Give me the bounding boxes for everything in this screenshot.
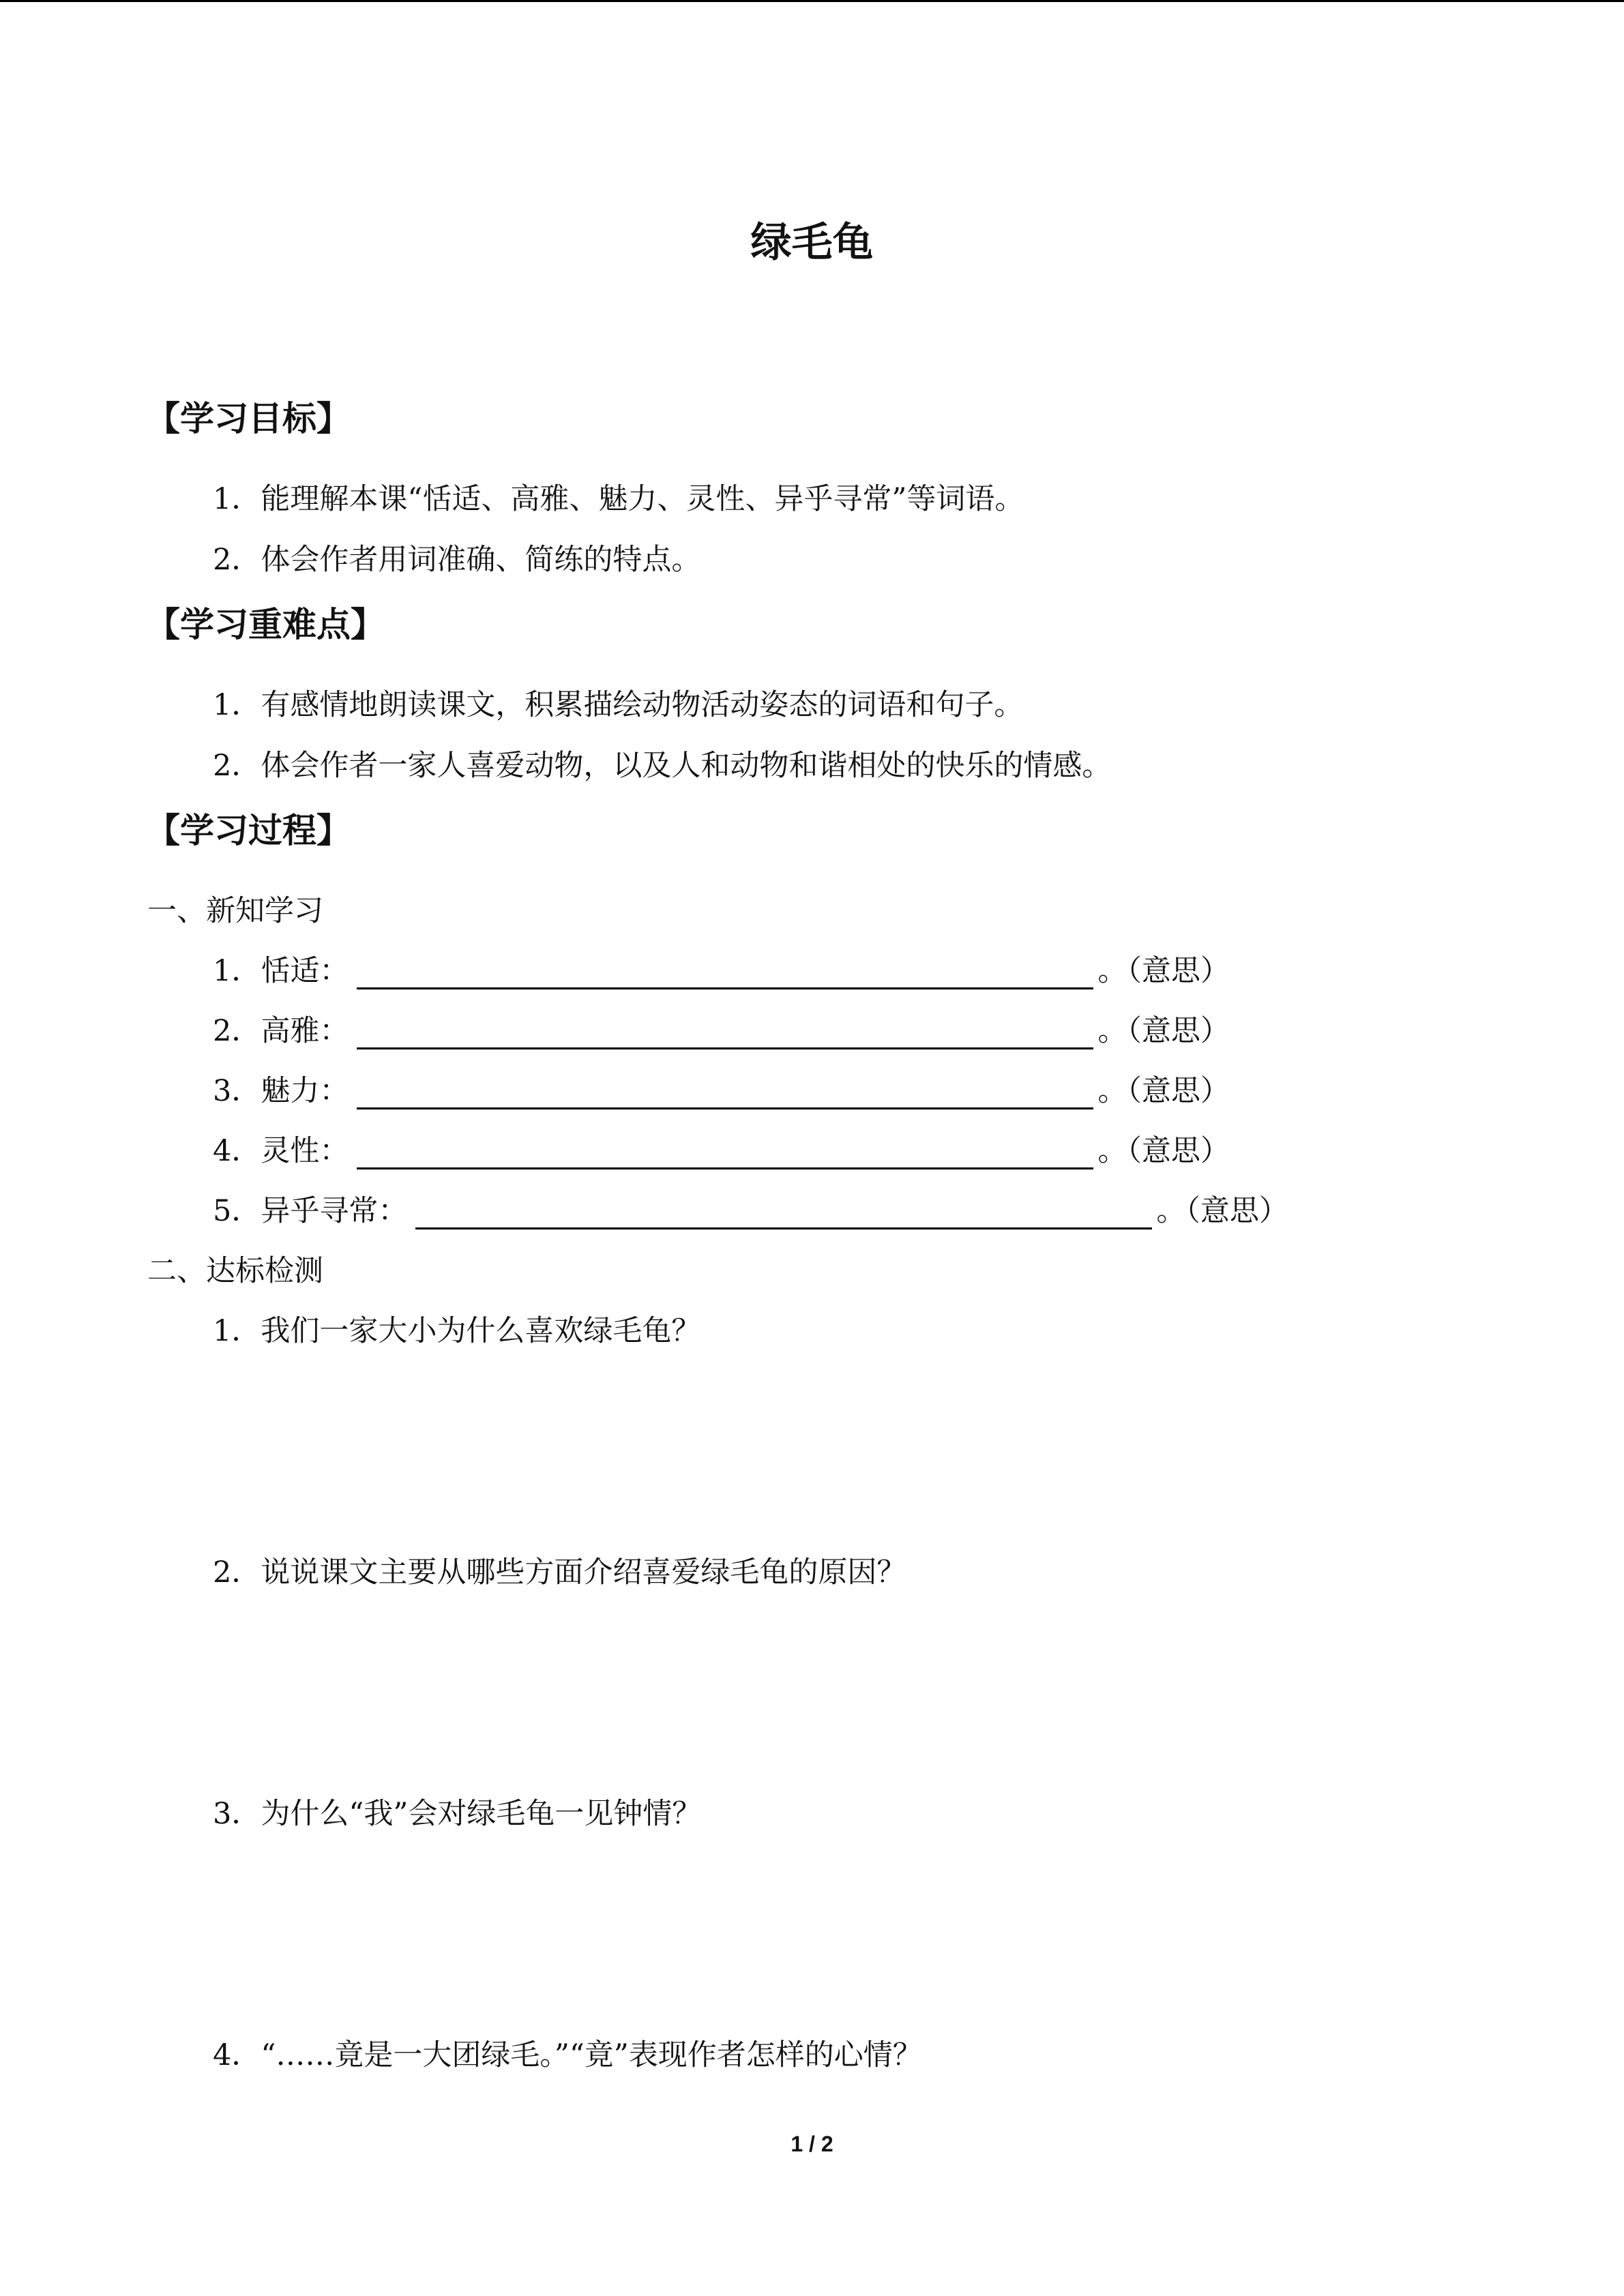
vocab-suffix: 。（意思） [1097, 954, 1230, 988]
process-heading: 【学习过程】 [146, 811, 351, 850]
answer-blank[interactable] [415, 1200, 1152, 1229]
question-item: 3．为什么“我”会对绿毛龟一见钟情？ [213, 1797, 702, 1831]
vocab-suffix: 。（意思） [1097, 1074, 1230, 1108]
vocab-term: 4．灵性： [213, 1134, 349, 1168]
section-assessment: 二、达标检测 [147, 1254, 323, 1288]
objectives-heading: 【学习目标】 [146, 399, 351, 438]
vocab-term: 1．恬适： [213, 954, 349, 988]
vocab-fill-row [213, 948, 1230, 989]
answer-blank[interactable] [357, 1020, 1093, 1049]
vocab-fill-row [213, 1068, 1230, 1109]
vocab-suffix: 。（意思） [1156, 1194, 1288, 1228]
question-item: 4．“……竟是一大团绿毛。”“竟”表现作者怎样的心情？ [213, 2038, 922, 2072]
vocab-fill-row [213, 1008, 1230, 1049]
vocab-term: 3．魅力： [213, 1074, 349, 1108]
vocab-fill-row [213, 1128, 1230, 1169]
answer-blank[interactable] [357, 1080, 1093, 1109]
top-border-line [0, 0, 1624, 2]
vocab-suffix: 。（意思） [1097, 1134, 1230, 1168]
question-item: 1．我们一家大小为什么喜欢绿毛龟？ [213, 1314, 701, 1348]
key-point-item: 2．体会作者一家人喜爱动物，以及人和动物和谐相处的快乐的情感。 [213, 749, 1112, 783]
vocab-term: 2．高雅： [213, 1014, 349, 1048]
vocab-term: 5．异乎寻常： [213, 1194, 408, 1228]
vocab-suffix: 。（意思） [1097, 1014, 1230, 1048]
section-new-knowledge: 一、新知学习 [147, 894, 323, 928]
document-title: 绿毛龟 [750, 219, 874, 267]
page-number: 1 / 2 [791, 2132, 833, 2156]
objective-item: 2．体会作者用词准确、简练的特点。 [213, 543, 701, 577]
key-points-heading: 【学习重难点】 [146, 605, 385, 644]
answer-blank[interactable] [357, 960, 1093, 989]
answer-blank[interactable] [357, 1140, 1093, 1169]
key-point-item: 1．有感情地朗读课文，积累描绘动物活动姿态的词语和句子。 [213, 688, 1024, 722]
objective-item: 1．能理解本课“恬适、高雅、魅力、灵性、异乎寻常”等词语。 [213, 482, 1024, 516]
vocab-fill-row [213, 1188, 1288, 1229]
question-item: 2．说说课文主要从哪些方面介绍喜爱绿毛龟的原因？ [213, 1555, 906, 1590]
